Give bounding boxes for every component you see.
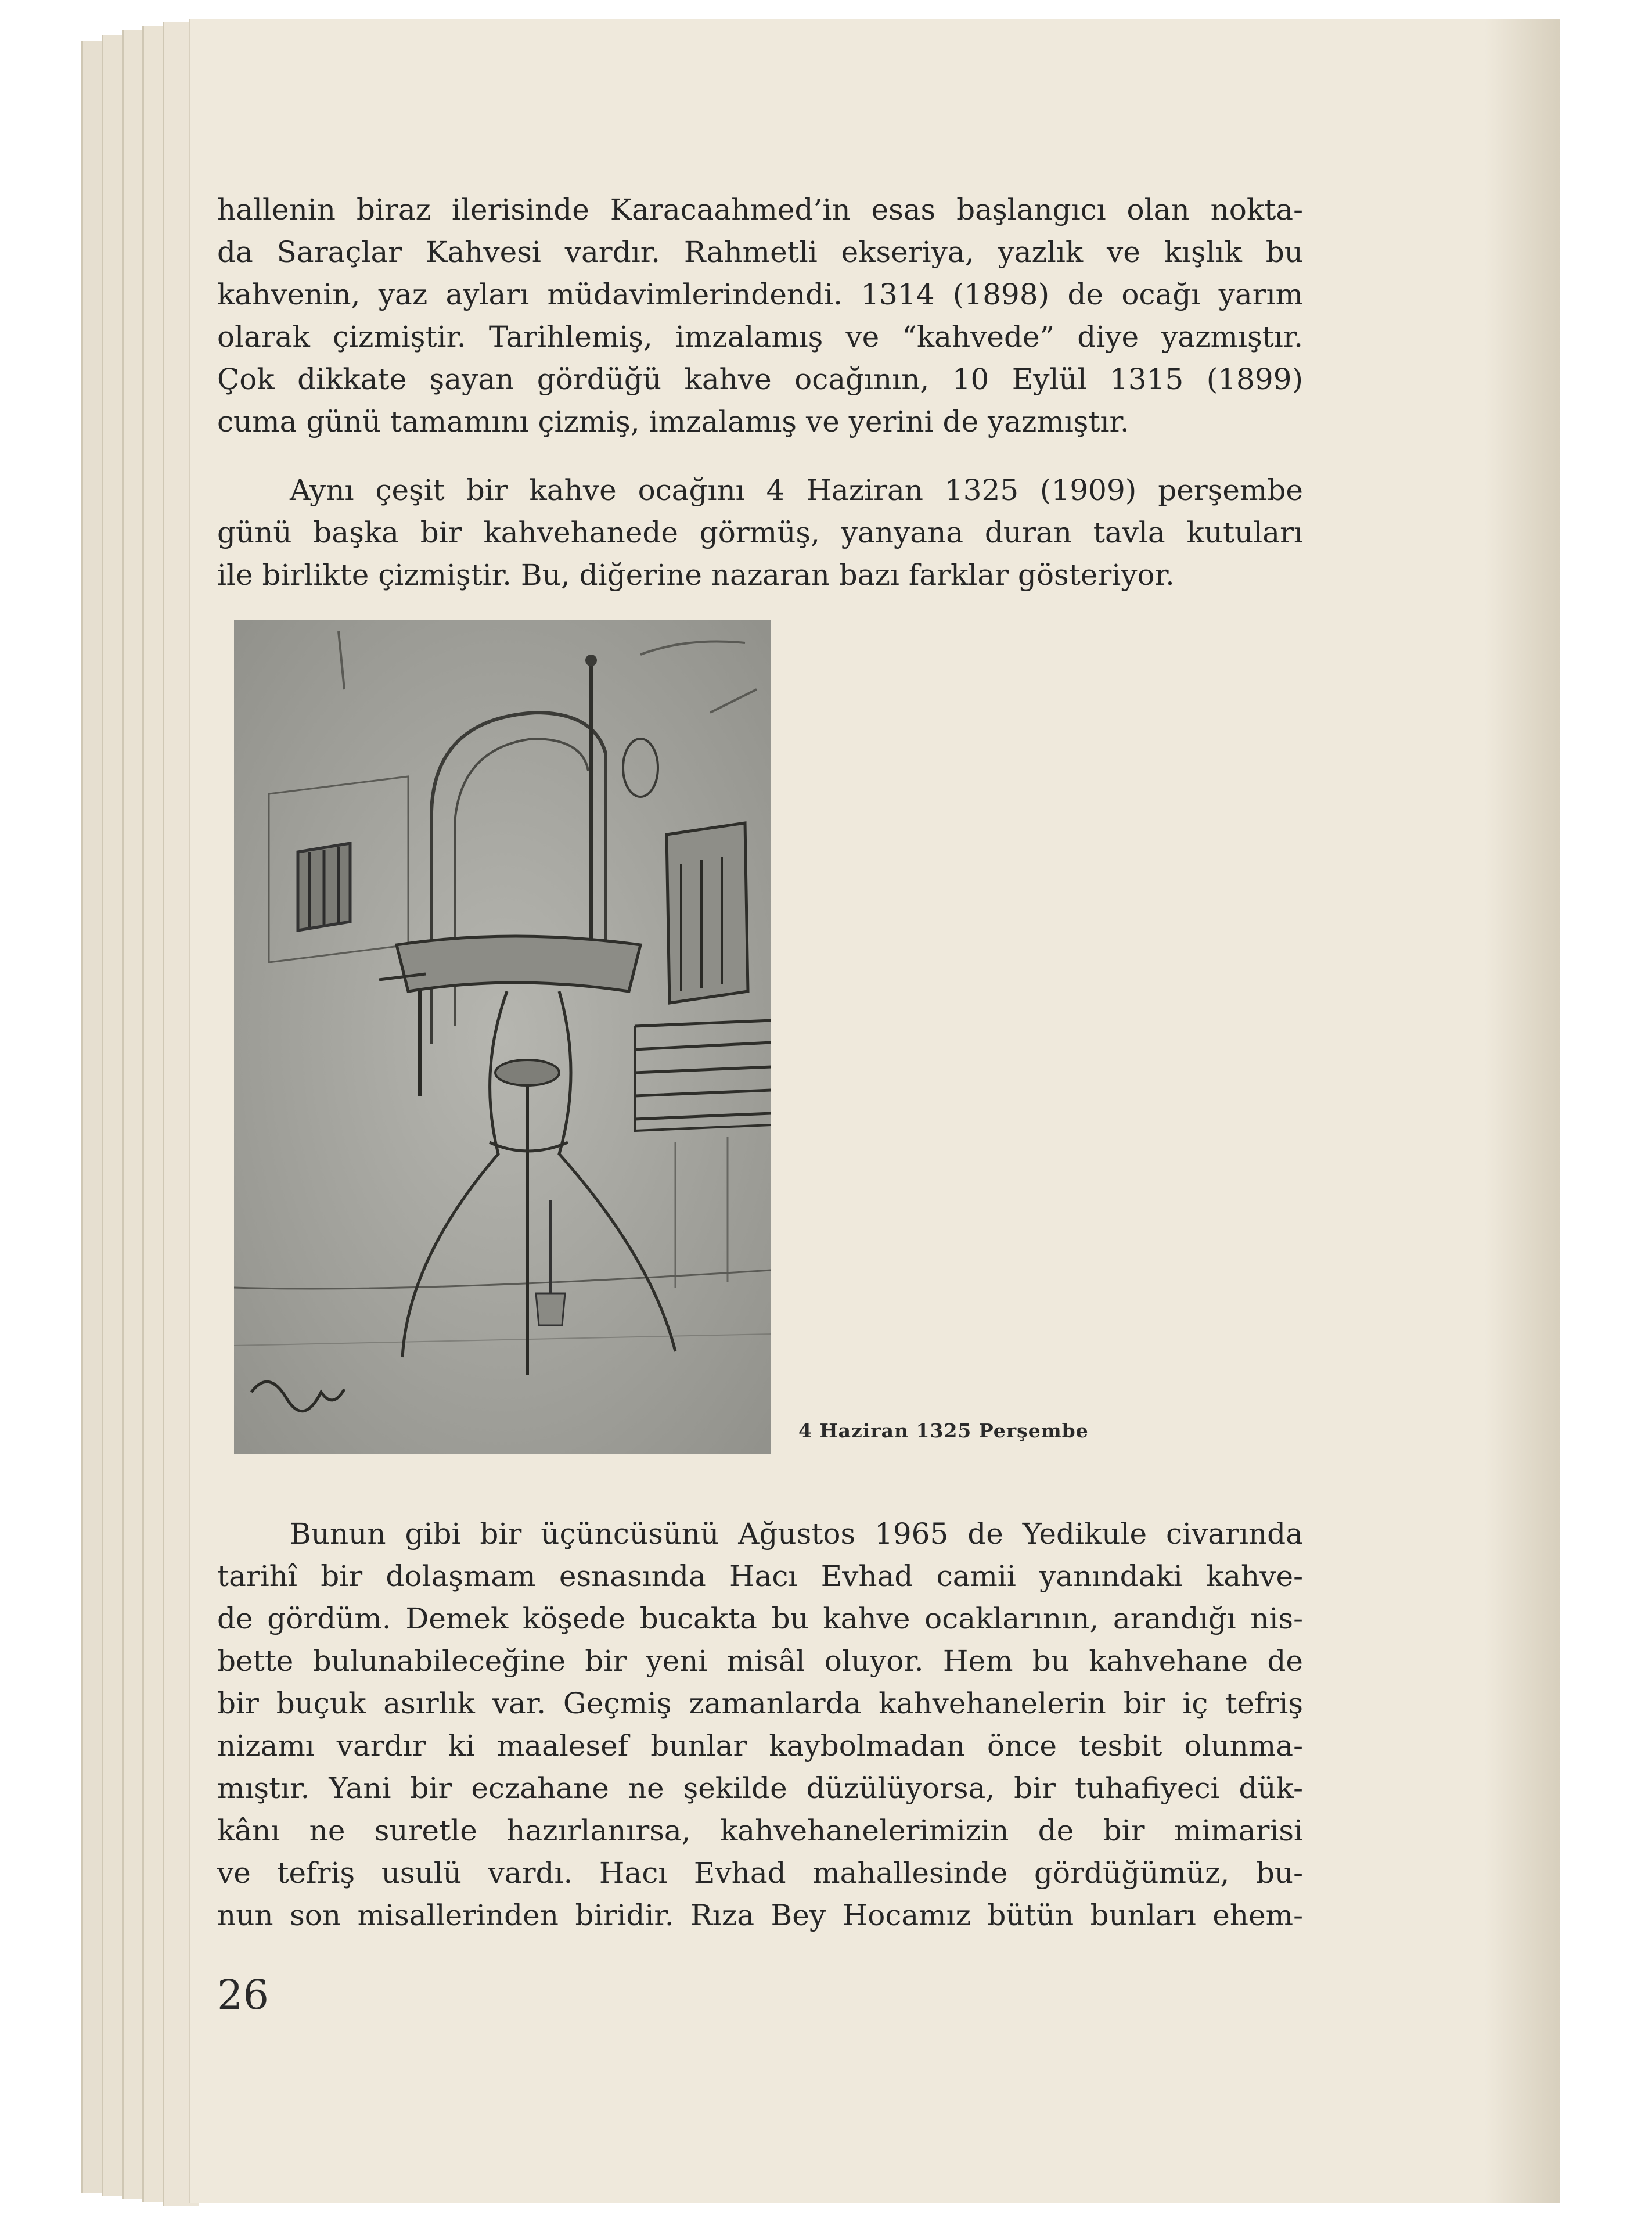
coffee-hearth-sketch <box>234 620 771 1454</box>
text-line: olarak çizmiştir. Tarihlemiş, imzalamış ve “kahvede” diye yazmıştır. <box>217 320 1303 354</box>
sketch-drawing <box>234 620 771 1454</box>
text-line: tarihî bir dolaşmam esnasında Hacı Evhad camii yanındaki kahve- <box>217 1559 1303 1593</box>
text-line: da Saraçlar Kahvesi vardır. Rahmetli ekseriya, yazlık ve kışlık bu <box>217 235 1303 269</box>
text-line: bir buçuk asırlık var. Geçmiş zamanlarda kahvehanelerin bir iç tefriş <box>217 1687 1303 1720</box>
text-line: nizamı vardır ki maalesef bunlar kaybolmadan önce tesbit olunma- <box>217 1729 1303 1763</box>
paragraph-2 <box>217 469 1303 596</box>
text-line: cuma günü tamamını çizmiş, imzalamış ve yerini de yazmıştır. <box>217 405 1129 438</box>
text-line: Bunun gibi bir üçüncüsünü Ağustos 1965 de Yedikule civarında <box>290 1517 1303 1551</box>
text-line: nun son misallerinden biridir. Rıza Bey Hocamız bütün bunları ehem- <box>217 1899 1303 1932</box>
page-number: 26 <box>217 1971 269 2019</box>
text-line: ve tefriş usulü vardı. Hacı Evhad mahallesinde gördüğümüz, bu- <box>217 1856 1303 1890</box>
paragraph-1 <box>217 189 1303 443</box>
text-line: hallenin biraz ilerisinde Karacaahmed’in esas başlangıcı olan nokta- <box>217 193 1303 226</box>
figure-caption: 4 Haziran 1325 Perşembe <box>798 1419 1089 1442</box>
text-line: Çok dikkate şayan gördüğü kahve ocağının, 10 Eylül 1315 (1899) <box>217 362 1303 396</box>
text-line: günü başka bir kahvehanede görmüş, yanyana duran tavla kutuları <box>217 516 1303 549</box>
text-line: bette bulunabileceğine bir yeni misâl oluyor. Hem bu kahvehane de <box>217 1644 1303 1678</box>
text-line: mıştır. Yani bir eczahane ne şekilde düzülüyorsa, bir tuhafiyeci dük- <box>217 1771 1303 1805</box>
text-line: kânı ne suretle hazırlanırsa, kahvehanelerimizin de bir mimarisi <box>217 1814 1303 1847</box>
paragraph-3 <box>217 1513 1303 1937</box>
text-line: kahvenin, yaz ayları müdavimlerindendi. 1314 (1898) de ocağı yarım <box>217 278 1303 311</box>
text-line: Aynı çeşit bir kahve ocağını 4 Haziran 1325 (1909) perşembe <box>290 473 1303 507</box>
text-line: de gördüm. Demek köşede bucakta bu kahve ocaklarının, arandığı nis- <box>217 1602 1303 1635</box>
text-line: ile birlikte çizmiştir. Bu, diğerine nazaran bazı farklar gösteriyor. <box>217 558 1175 592</box>
page-shadow <box>1485 19 1560 2203</box>
